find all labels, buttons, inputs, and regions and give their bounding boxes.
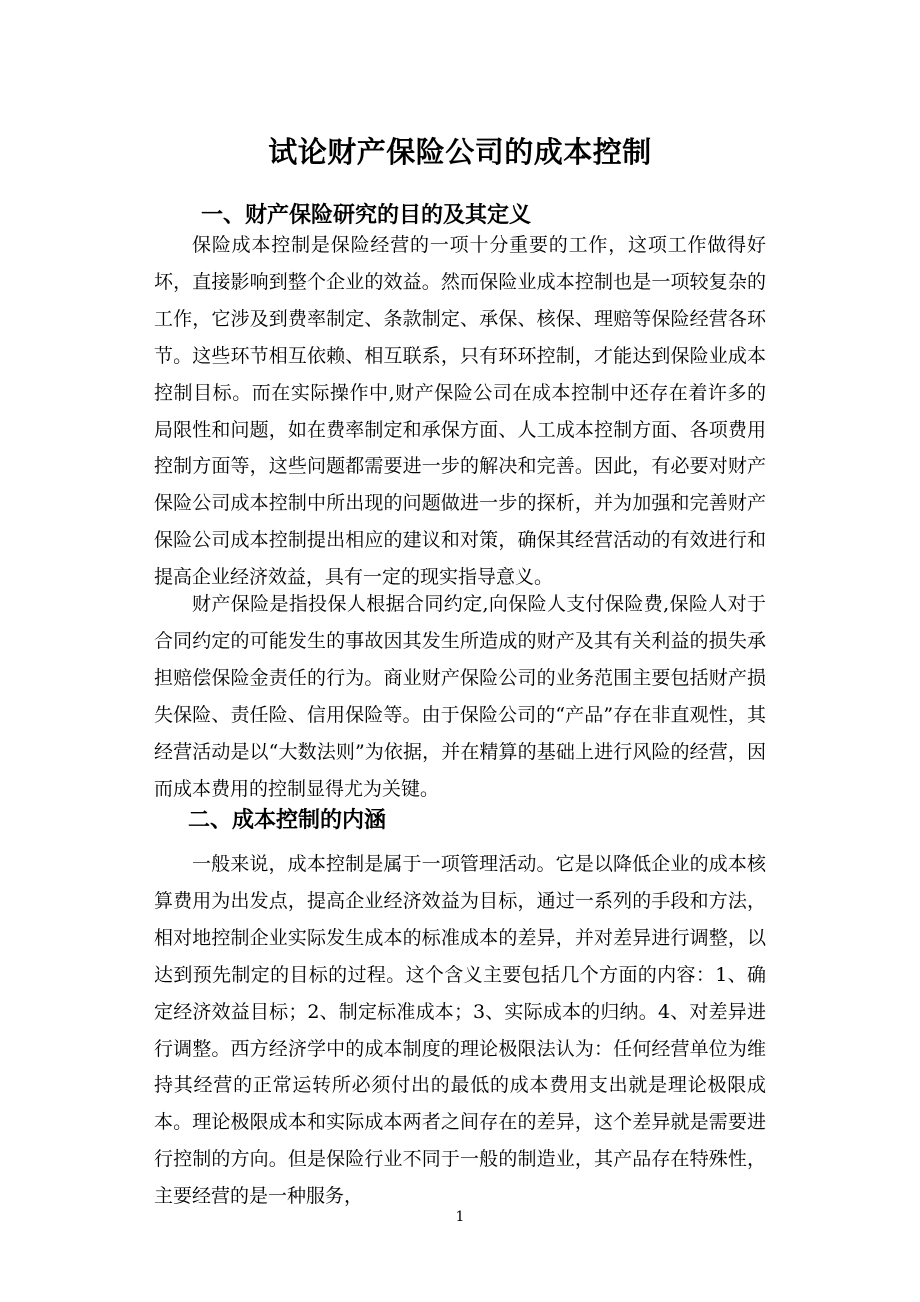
document-title: 试论财产保险公司的成本控制 [268, 135, 652, 169]
page-number: 1 [455, 1209, 465, 1225]
paragraph-1: 保险成本控制是保险经营的一项十分重要的工作，这项工作做得好坏，直接影响到整个企业的效益。然而保险业成本控制也是一项较复杂的工作，它涉及到费率制定、条款制定、承保、核保、理赔等保险经营各环节。这些环节相互依赖、相互联系，只有环环控制，才能达到保险业成本控制目标。而在实际操作中,财产保险公司在成本控制中还存在着许多的局限性和问题，如在费率制定和承保方面、人工成本控制方面、各项费用控制方面等，这些问题都需要进一步的解决和完善。因此，有必要对财产保险公司成本控制中所出现的问题做进一步的探析，并为加强和完善财产保险公司成本控制提出相应的建议和对策，确保其经营活动的有效进行和提高企业经济效益，具有一定的现实指导意义。 [154, 234, 766, 589]
paragraph-2: 财产保险是指投保人根据合同约定,向保险人支付保险费,保险人对于合同约定的可能发生的事故因其发生所造成的财产及其有关利益的损失承担赔偿保险金责任的行为。商业财产保险公司的业务范围主要包括财产损失保险、责任险、信用保险等。由于保险公司的“产品”存在非直观性，其经营活动是以“大数法则”为依据，并在精算的基础上进行风险的经营，因而成本费用的控制显得尤为关键。 [154, 593, 766, 800]
section-heading-2: 二、成本控制的内涵 [188, 808, 387, 833]
section-heading-1: 一、财产保险研究的目的及其定义 [201, 203, 532, 228]
paragraph-3: 一般来说，成本控制是属于一项管理活动。它是以降低企业的成本核算费用为出发点，提高企业经济效益为目标，通过一系列的手段和方法，相对地控制企业实际发生成本的标准成本的差异，并对差异进行调整，以达到预先制定的目标的过程。这个含义主要包括几个方面的内容：1、确定经济效益目标；2、制定标准成本；3、实际成本的归纳。4、对差异进行调整。西方经济学中的成本制度的理论极限法认为：任何经营单位为维持其经营的正常运转所必须付出的最低的成本费用支出就是理论极限成本。理论极限成本和实际成本两者之间存在的差异，这个差异就是需要进行控制的方向。但是保险行业不同于一般的制造业，其产品存在特殊性，主要经营的是一种服务， [154, 853, 766, 1208]
